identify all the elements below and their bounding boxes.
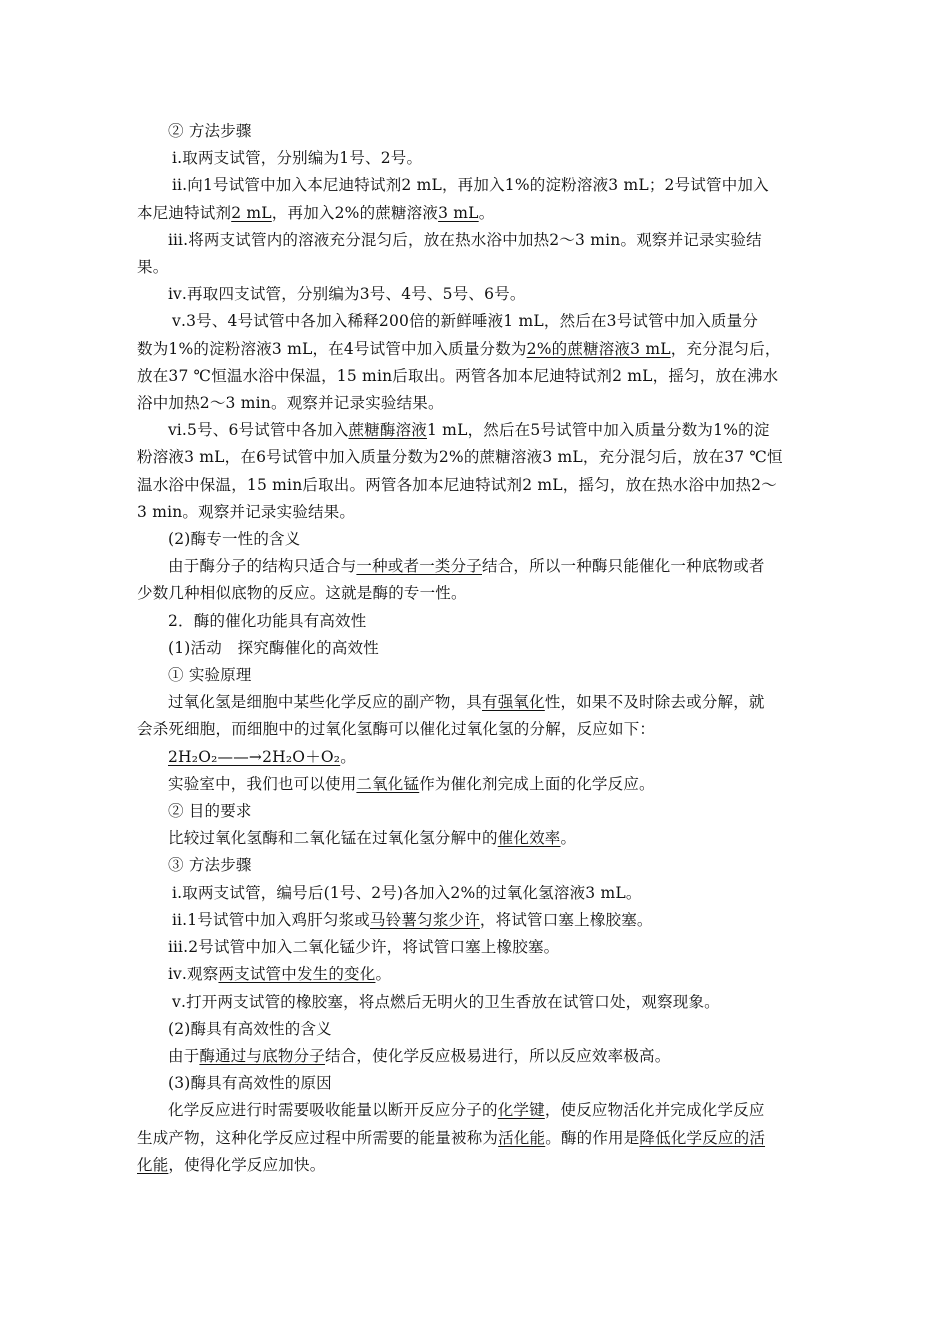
text-segment: 结合，所以一种酶只能催化一种底物或者 — [482, 557, 765, 576]
text-segment: ② 目的要求 — [168, 802, 252, 821]
underlined-answer: 一种或者一类分子 — [356, 557, 483, 576]
text-segment: 过氧化氢是细胞中某些化学反应的副产物，具 — [168, 693, 483, 712]
text-line — [137, 608, 817, 635]
text-line — [137, 172, 817, 199]
underlined-answer: 2%的蔗糖溶液3 mL — [526, 339, 671, 358]
text-segment: ⅳ.再取四支试管，分别编为3号、4号、5号、6号。 — [168, 285, 526, 304]
underlined-answer: 化学键 — [497, 1101, 545, 1120]
text-segment: ⅰ.取两支试管，分别编为1号、2号。 — [172, 149, 423, 168]
text-line — [137, 444, 817, 471]
text-line — [137, 907, 817, 934]
text-line — [137, 1016, 817, 1043]
text-segment: 。 — [340, 747, 356, 766]
text-segment: (2)酶具有高效性的含义 — [168, 1019, 332, 1038]
text-line — [137, 989, 817, 1016]
text-segment: 由于 — [168, 1046, 200, 1065]
text-segment: 粉溶液3 mL，在6号试管中加入质量分数为2%的蔗糖溶液3 mL，充分混匀后，放在37 ℃恒 — [137, 448, 783, 467]
text-line — [137, 580, 817, 607]
text-line — [137, 825, 817, 852]
text-segment: (2)酶专一性的含义 — [168, 530, 301, 549]
text-segment: 由于酶分子的结构只适合与 — [168, 557, 357, 576]
text-line — [137, 227, 817, 254]
text-segment: (1)活动 探究酶催化的高效性 — [168, 638, 379, 657]
text-segment: ，再加入2%的蔗糖溶液 — [271, 203, 439, 222]
text-line — [137, 1070, 817, 1097]
text-line — [137, 934, 817, 961]
text-line — [137, 254, 817, 281]
text-line — [137, 635, 817, 662]
text-segment: 。 — [478, 203, 495, 222]
text-line — [137, 880, 817, 907]
underlined-answer: 蔗糖酶溶液 — [348, 421, 427, 440]
text-line — [137, 472, 817, 499]
text-segment: 。 — [375, 965, 392, 984]
text-segment: 1 mL，然后在5号试管中加入质量分数为1%的淀 — [426, 421, 770, 440]
text-segment: 浴中加热2～3 min。观察并记录实验结果。 — [137, 394, 444, 413]
text-segment: ② 方法步骤 — [168, 122, 252, 140]
text-segment: 化学反应进行时需要吸收能量以断开反应分子的 — [168, 1101, 498, 1120]
text-segment: 性，如果不及时除去或分解，就 — [544, 693, 765, 712]
text-segment: 少数几种相似底物的反应。这就是酶的专一性。 — [137, 584, 467, 603]
text-line — [137, 689, 817, 716]
text-segment: 3 min。观察并记录实验结果。 — [137, 502, 356, 521]
text-segment: 本尼迪特试剂 — [137, 203, 232, 222]
text-segment: 比较过氧化氢酶和二氧化锰在过氧化氢分解中的 — [168, 829, 498, 848]
text-line — [137, 1097, 817, 1124]
underlined-answer: 马铃薯匀浆少许 — [370, 910, 480, 929]
text-segment: 放在37 ℃恒温水浴中保温，15 min后取出。两管各加本尼迪特试剂2 mL，摇匀，放在沸水 — [137, 366, 779, 385]
underlined-answer: 2H₂O₂——→2H₂O＋O₂ — [168, 747, 341, 766]
text-line — [137, 281, 817, 308]
text-segment: ，充分混匀后， — [670, 339, 781, 358]
text-segment: ③ 方法步骤 — [168, 856, 252, 875]
text-line — [137, 390, 817, 417]
text-line — [137, 662, 817, 689]
text-segment: ⅵ.5号、6号试管中各加入 — [168, 421, 349, 440]
text-line — [137, 363, 817, 390]
underlined-answer: 2 mL — [231, 203, 272, 222]
text-segment: ，使反应物活化并完成化学反应 — [544, 1101, 765, 1120]
text-line — [137, 961, 817, 988]
text-segment: ⅳ.观察 — [168, 965, 219, 984]
text-segment: ，将试管口塞上橡胶塞。 — [479, 910, 653, 929]
text-line — [137, 553, 817, 580]
text-segment: ⅱ.向1号试管中加入本尼迪特试剂2 mL，再加入1%的淀粉溶液3 mL；2号试管中加入 — [172, 176, 769, 195]
text-segment: ，使得化学反应加快。 — [168, 1155, 326, 1174]
text-segment: 结合，使化学反应极易进行，所以反应效率极高。 — [325, 1046, 671, 1065]
underlined-answer: 催化效率 — [497, 829, 561, 848]
text-segment: ① 实验原理 — [168, 666, 252, 685]
text-segment: 作为催化剂完成上面的化学反应。 — [419, 774, 655, 793]
text-segment: 会杀死细胞，而细胞中的过氧化氢酶可以催化过氧化氢的分解，反应如下： — [137, 720, 656, 739]
text-line — [137, 1043, 817, 1070]
text-segment: ⅴ.3号、4号试管中各加入稀释200倍的新鲜唾液1 mL，然后在3号试管中加入质量分 — [172, 312, 759, 331]
text-segment: (3)酶具有高效性的原因 — [168, 1074, 332, 1093]
text-segment: 实验室中，我们也可以使用 — [168, 774, 357, 793]
underlined-answer: 活化能 — [498, 1128, 546, 1147]
text-line — [137, 526, 817, 553]
text-line — [137, 308, 817, 335]
text-line — [137, 336, 817, 363]
underlined-answer: 降低化学反应的活 — [639, 1128, 766, 1147]
text-segment: 。酶的作用是 — [545, 1128, 640, 1147]
text-line — [137, 716, 817, 743]
text-segment: 果。 — [137, 258, 169, 277]
underlined-answer: 化能 — [137, 1155, 169, 1174]
text-line — [137, 744, 817, 771]
text-line — [137, 798, 817, 825]
text-segment: 数为1%的淀粉溶液3 mL，在4号试管中加入质量分数为 — [137, 339, 527, 358]
text-segment: ⅰ.取两支试管，编号后(1号、2号)各加入2%的过氧化氢溶液3 mL。 — [172, 883, 642, 902]
text-segment: ⅱ.1号试管中加入鸡肝匀浆或 — [172, 910, 371, 929]
underlined-answer: 3 mL — [438, 203, 479, 222]
text-line — [137, 145, 817, 172]
text-line — [137, 499, 817, 526]
text-segment: ⅴ.打开两支试管的橡胶塞，将点燃后无明火的卫生香放在试管口处，观察现象。 — [172, 992, 720, 1011]
text-segment: 2．酶的催化功能具有高效性 — [168, 611, 367, 630]
underlined-answer: 两支试管中发生的变化 — [218, 965, 376, 984]
document-body — [137, 118, 817, 1179]
text-segment: ⅲ.将两支试管内的溶液充分混匀后，放在热水浴中加热2～3 min。观察并记录实验结 — [168, 230, 762, 249]
text-line — [137, 1125, 817, 1152]
text-segment: 生成产物，这种化学反应过程中所需要的能量被称为 — [137, 1128, 499, 1147]
text-segment: 。 — [560, 829, 577, 848]
text-line — [137, 771, 817, 798]
text-segment: ⅲ.2号试管中加入二氧化锰少许，将试管口塞上橡胶塞。 — [168, 938, 560, 957]
underlined-answer: 二氧化锰 — [356, 774, 420, 793]
underlined-answer: 有强氧化 — [482, 693, 545, 712]
text-line — [137, 417, 817, 444]
text-segment: 温水浴中保温，15 min后取出。两管各加本尼迪特试剂2 mL，摇匀，放在热水浴中加热2～ — [137, 475, 777, 494]
text-line — [137, 852, 817, 879]
underlined-answer: 酶通过与底物分子 — [199, 1046, 326, 1065]
text-line — [137, 118, 817, 145]
text-line — [137, 1152, 817, 1179]
text-line — [137, 200, 817, 227]
